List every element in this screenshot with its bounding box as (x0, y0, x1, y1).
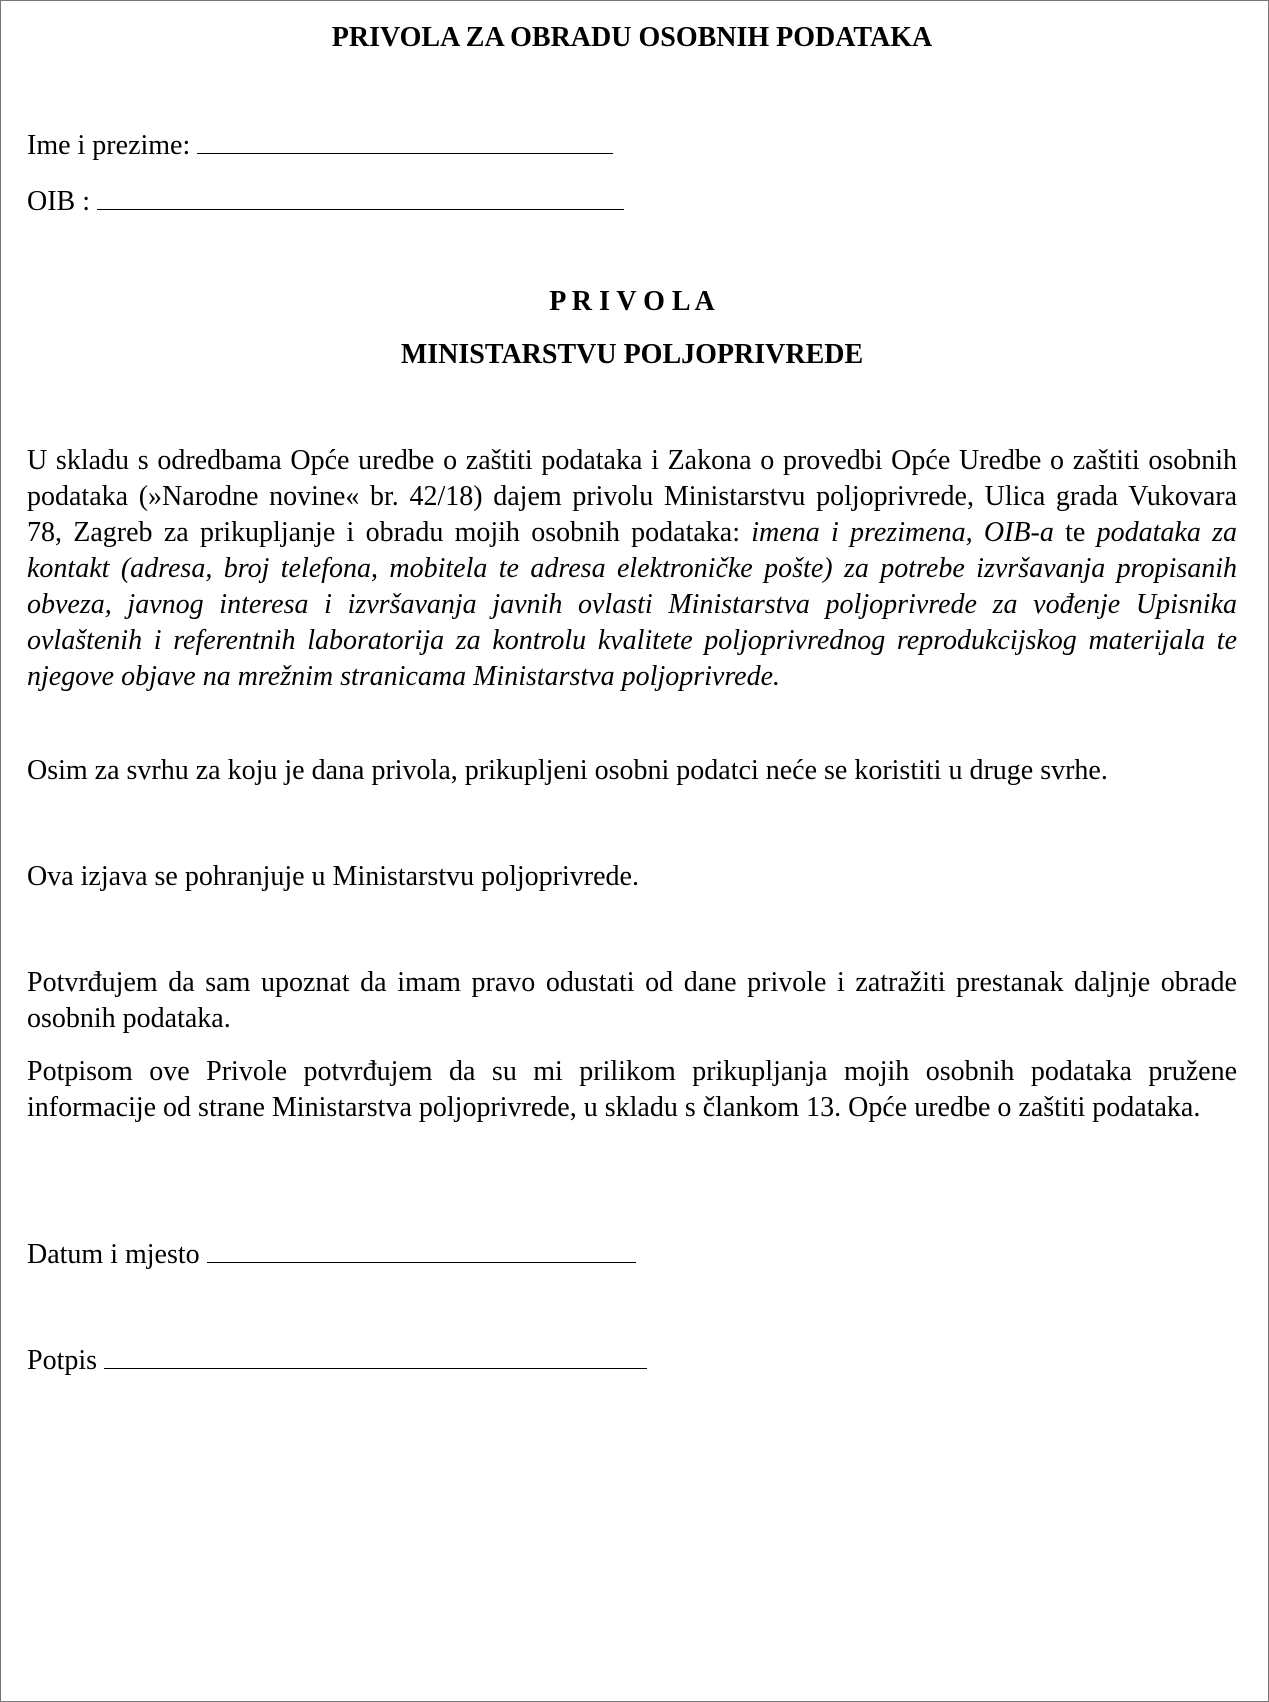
date-place-row (27, 1234, 1237, 1273)
paragraph-italic-text: podataka za kontakt (adresa, broj telefona, mobitela te adresa elektroničke pošte) za potrebe izvršavanja propisanih obveza, javnog interesa i izvršavanja javnih ovlasti Ministarstva poljoprivrede za vođenje Upisnika ovlaštenih i referentnih laboratorija za kontrolu kvalitete poljoprivrednog reprodukcijskog materijala te njegove objave na mrežnim stranicama Ministarstva poljoprivrede. (27, 517, 1237, 692)
signature-label: Potpis (27, 1345, 98, 1376)
document-title: PRIVOLA ZA OBRADU OSOBNIH PODATAKA (331, 22, 933, 53)
signature-row (27, 1340, 1237, 1379)
heading-privola: P R I V O L A (549, 286, 715, 317)
signature-blank-line[interactable] (104, 1340, 647, 1369)
date-place-blank-line[interactable] (207, 1234, 636, 1263)
name-label: Ime i prezime: (27, 130, 191, 161)
name-blank-line[interactable] (197, 125, 613, 154)
paragraph-information: Potpisom ove Privole potvrđujem da su mi prilikom prikupljanja mojih osobnih podataka pružene informacije od strane Ministarstva poljoprivrede, u skladu s člankom 13. Opće uredbe o zaštiti podataka. (27, 1056, 1237, 1123)
paragraph-withdrawal: Potvrđujem da sam upoznat da imam pravo odustati od dane privole i zatražiti prestanak daljnje obrade osobnih podataka. (27, 967, 1237, 1034)
oib-field-row (27, 181, 1237, 220)
paragraph-italic-text: imena i prezimena, OIB-a (751, 517, 1054, 548)
name-field-row (27, 125, 1237, 164)
paragraph-text: te (1053, 517, 1097, 548)
date-place-label: Datum i mjesto (27, 1239, 200, 1270)
paragraph-storage: Ova izjava se pohranjuje u Ministarstvu poljoprivrede. (27, 861, 639, 892)
paragraph-consent (27, 443, 1237, 695)
oib-blank-line[interactable] (97, 181, 624, 210)
paragraph-text: U skladu s odredbama Opće uredbe o zaštiti podataka i Zakona o provedbi Opće Uredbe o zaštiti osobnih podataka (»Narodne novine« br. 42/18) dajem privolu Ministarstvu poljoprivrede, Ulica grada Vukovara 78, Zagreb za prikupljanje i obradu mojih osobnih podataka: (27, 445, 1237, 548)
heading-ministry: MINISTARSTVU POLJOPRIVREDE (400, 339, 864, 370)
paragraph-purpose: Osim za svrhu za koju je dana privola, prikupljeni osobni podatci neće se koristiti u druge svrhe. (27, 755, 1108, 786)
oib-label: OIB : (27, 186, 90, 217)
